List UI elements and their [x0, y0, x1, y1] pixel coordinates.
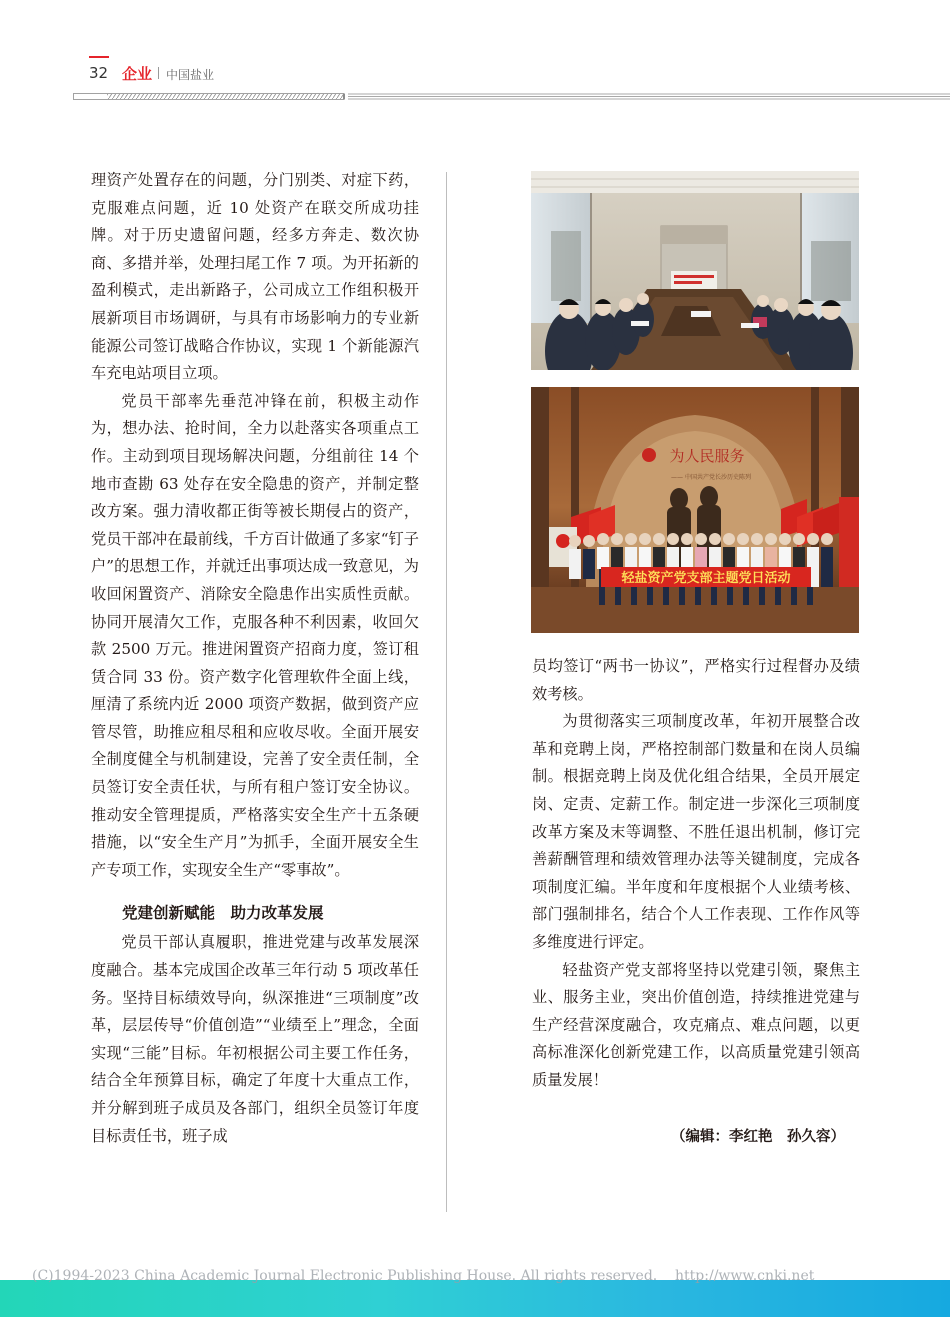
page-number: 32: [89, 64, 109, 82]
right-column: [532, 653, 860, 1095]
column-divider: [446, 172, 447, 1212]
left-column: [91, 167, 419, 1150]
header-rule: [73, 92, 950, 102]
wall-subtitle: —— 中国共产党长沙历史陈列: [671, 474, 751, 481]
magazine-name: 中国盐业: [166, 68, 215, 82]
editor-credit: （编辑：李红艳 孙久容）: [671, 1129, 845, 1145]
header-separator: [158, 67, 159, 79]
left-paragraph-3: 党员干部认真履职，推进党建与改革发展深度融合。基本完成国企改革三年行动 5 项改革任务。坚持目标绩效导向，纵深推进“三项制度”改革，层层传导“价值创造”“业绩至上”理念，全面实现“三能”目标。年初根据公司主要工作任务，结合全年预算目标，确定了年度十大重点工作，并分解到班子成员及各部门，组织全员签订年度目标责任书，班子成: [91, 933, 419, 1145]
page-number-accent: [89, 56, 109, 58]
wall-calligraphy: 为人民服务: [669, 447, 745, 465]
left-paragraph-1: 理资产处置存在的问题，分门别类、对症下药，克服难点问题，近 10 处资产在联交所成功挂牌。对于历史遗留问题，经多方奔走、数次协商、多措并举，处理扫尾工作 7 项。为开拓新的盈利模式，走出新路子，公司成立工作组积极开展新项目市场调研，与具有市场影响力的专业新能源公司签订战略合作协议，实现 1 个新能源汽车充电站项目立项。: [91, 171, 419, 383]
group-photo: [531, 387, 859, 633]
copyright-watermark: (C)1994-2023 China Academic Journal Electronic Publishing House. All rights reserved. http://www.cnki.net: [32, 1268, 815, 1284]
section-subhead: 党建创新赋能 助力改革发展: [122, 904, 324, 923]
footer-band: [0, 1280, 950, 1317]
group-banner-text: 轻盐资产党支部主题党日活动: [621, 571, 791, 586]
section-title: 企业: [122, 65, 153, 83]
right-paragraph-1: 员均签订“两书一协议”，严格实行过程督办及绩效考核。: [532, 657, 860, 703]
right-paragraph-2: 为贯彻落实三项制度改革，年初开展整合改革和竞聘上岗，严格控制部门数量和在岗人员编制。根据竞聘上岗及优化组合结果，全员开展定岗、定责、定薪工作。制定进一步深化三项制度改革方案及末等调整、不胜任退出机制，修订完善薪酬管理和绩效管理办法等关键制度，完成各项制度汇编。半年度和年度根据个人业绩考核、部门强制排名，结合个人工作表现、工作作风等多维度进行评定。: [532, 712, 860, 951]
right-paragraph-3: 轻盐资产党支部将坚持以党建引领，聚焦主业、服务主业，突出价值创造，持续推进党建与生产经营深度融合，攻克痛点、难点问题，以更高标准深化创新党建工作，以高质量党建引领高质量发展！: [532, 960, 860, 1089]
left-paragraph-2: 党员干部率先垂范冲锋在前，积极主动作为，想办法、抢时间，全力以赴落实各项重点工作。主动到项目现场解决问题，分组前往 14 个地市查勘 63 处存在安全隐患的资产，并制定整改方案。强力清收都正街等被长期侵占的资产，党员干部冲在最前线，千方百计做通了多家“钉子户”的思想工作，并就迁出事项达成一致意见，为收回闲置资产、消除安全隐患作出实质性贡献。协同开展清欠工作，克服各种不利因素，收回欠款 2500 万元。推进闲置资产招商力度，签订租赁合同 33 份。资产数字化管理软件全面上线，厘清了系统内近 2000 项资产数据，做到资产应管尽管，助推应租尽租和应收尽收。全面开展安全制度健全与机制建设，完善了安全责任制，全员签订安全责任状，与所有租户签订安全协议。推动安全管理提质，严格落实安全生产十五条硬措施，以“安全生产月”为抓手，全面开展安全生产专项工作，实现安全生产“零事故”。: [91, 391, 419, 879]
meeting-photo: [531, 171, 859, 370]
